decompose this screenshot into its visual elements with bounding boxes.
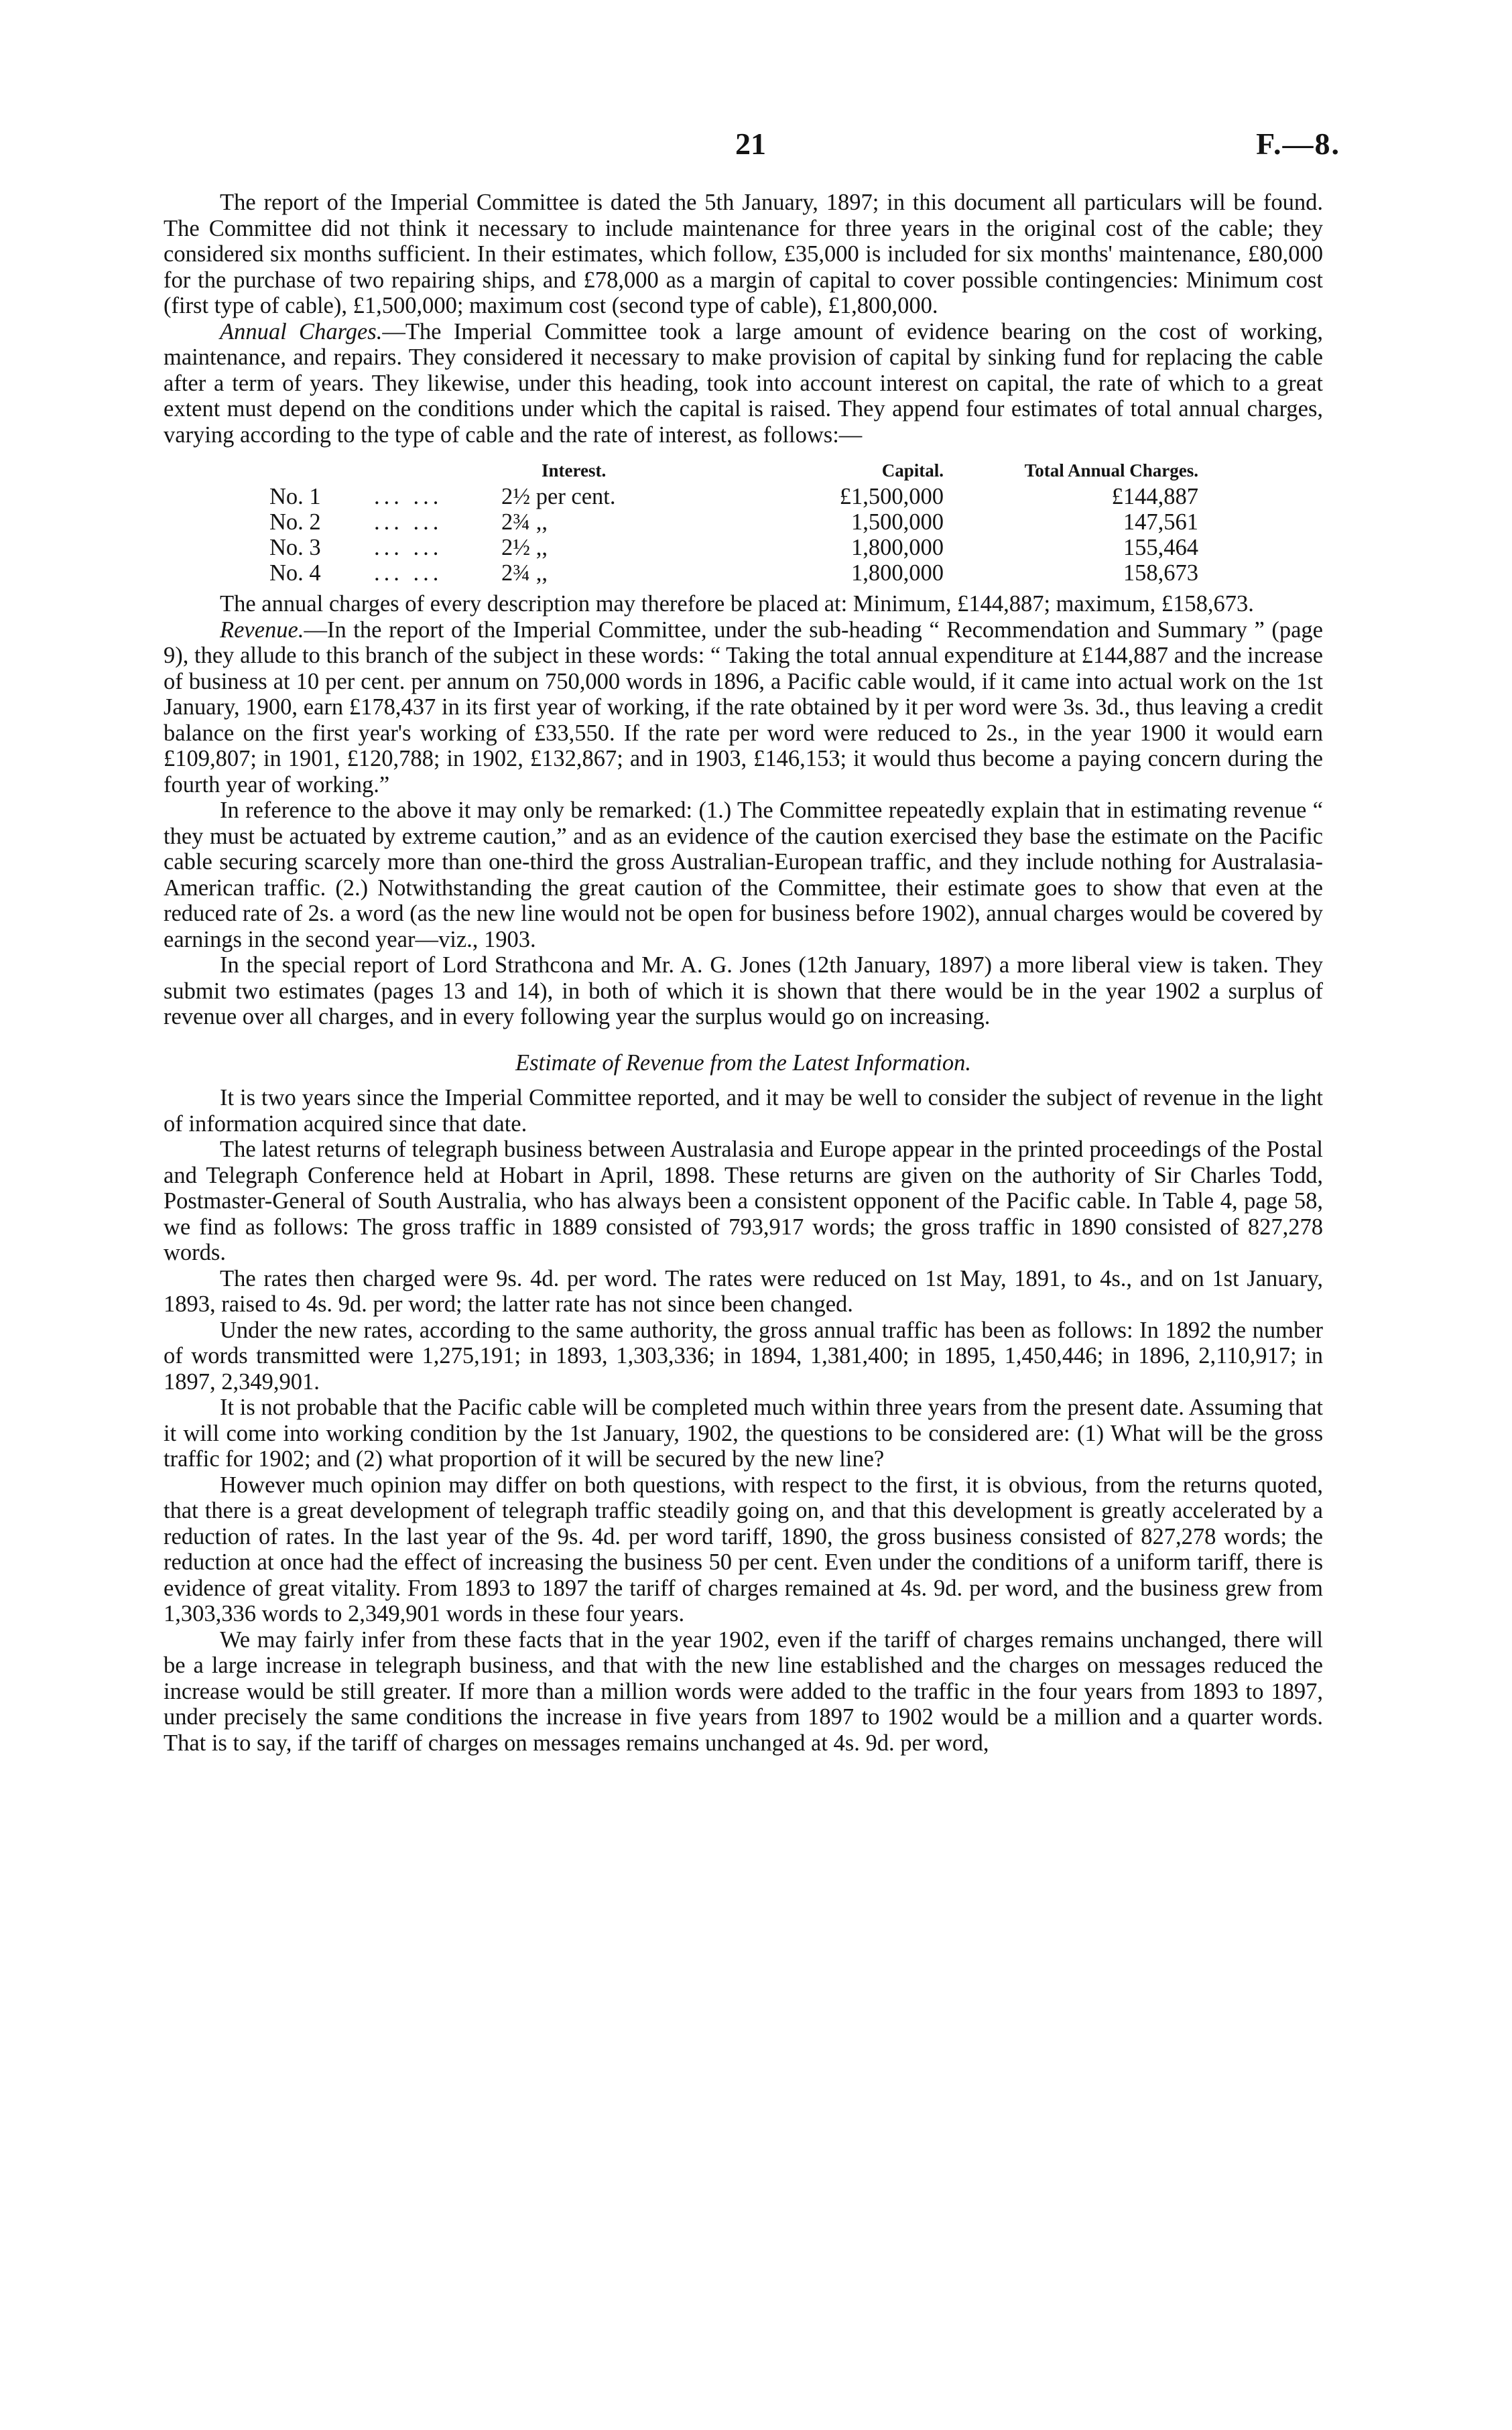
paragraph-text: We may fairly infer from these facts that in the year 1902, even if the tariff of charges remains unchanged, there will be a large increase in telegraph business, and that with the new line established and the charges on messages reduced the increase would be still greater. If more than a million words were added to the traffic in the four years from 1893 to 1897, under precisely the same conditions the increase in five years from 1897 to 1902 would be a million and a quarter words. That is to say, if the tariff of charges on messages remains unchanged at 4s. 9d. per word, [164, 1626, 1323, 1756]
cell-capital: £1,500,000 [839, 484, 944, 509]
document-code: F.—8. [1256, 127, 1340, 161]
cell-total: 158,673 [1123, 560, 1198, 586]
cell-leader-dots: ... ... [374, 535, 443, 560]
paragraph [164, 1085, 1323, 1137]
table-row [164, 484, 1252, 509]
column-header-total: Total Annual Charges. [1024, 460, 1198, 481]
annual-charges-table [164, 460, 1252, 586]
body-text [164, 190, 1323, 1756]
paragraph-text: The annual charges of every description may therefore be placed at: Minimum, £144,887; maximum, £158,673. [220, 591, 1254, 617]
cell-no: No. 4 [269, 560, 321, 586]
paragraph-text: The rates then charged were 9s. 4d. per word. The rates were reduced on 1st May, 1891, to 4s., and on 1st January, 1893, raised to 4s. 9d. per word; the latter rate has not since been changed. [164, 1265, 1323, 1317]
cell-interest: 2½ ,, [501, 535, 548, 560]
cell-capital: 1,800,000 [851, 560, 944, 586]
paragraph-text: In the special report of Lord Strathcona and Mr. A. G. Jones (12th January, 1897) a more liberal view is taken. They submit two estimates (pages 13 and 14), in both of which it is shown that there would be in the year 1902 a surplus of revenue over all charges, and in every following year the surplus would go on increasing. [164, 952, 1323, 1029]
table-header-row [164, 460, 1252, 484]
paragraph-text: It is not probable that the Pacific cable will be completed much within three years from the present date. Assuming that it will come into working condition by the 1st January, 1902, the questions to be considered are: (1) What will be the gross traffic for 1902; and (2) what proportion of it will be secured by the new line? [164, 1395, 1323, 1472]
paragraph-lead: Annual Charges. [220, 318, 383, 344]
paragraph [164, 1137, 1323, 1266]
paragraph [164, 190, 1323, 319]
paragraph-text: The report of the Imperial Committee is dated the 5th January, 1897; in this document all particulars will be found. The Committee did not think it necessary to include maintenance for three years in the original cost of the cable; they considered six months sufficient. In their estimates, which follow, £35,000 is included for six months' maintenance, £80,000 for the purchase of two repairing ships, and £78,000 as a margin of capital to cover possible contingencies: Minimum cost (first type of cable), £1,500,000; maximum cost (second type of cable), £1,800,000. [164, 190, 1323, 318]
paragraph [164, 797, 1323, 952]
section-heading: Estimate of Revenue from the Latest Information. [515, 1049, 971, 1076]
table-row [164, 560, 1252, 586]
column-header-capital: Capital. [881, 460, 944, 481]
paragraph [164, 591, 1323, 617]
cell-leader-dots: ... ... [374, 484, 443, 509]
cell-total: £144,887 [1111, 484, 1198, 509]
paragraph [164, 1472, 1323, 1627]
paragraph-text: It is two years since the Imperial Committee reported, and it may be well to consider the subject of revenue in the light of information acquired since that date. [164, 1085, 1323, 1137]
cell-total: 147,561 [1123, 509, 1198, 535]
column-header-interest: Interest. [542, 460, 607, 481]
cell-no: No. 3 [269, 535, 321, 560]
paragraph [164, 1318, 1323, 1395]
cell-interest: 2¾ ,, [501, 560, 548, 586]
paragraph [164, 952, 1323, 1030]
cell-leader-dots: ... ... [374, 509, 443, 535]
cell-interest: 2¾ ,, [501, 509, 548, 535]
cell-leader-dots: ... ... [374, 560, 443, 586]
paragraph [164, 1266, 1323, 1318]
paragraph-text: In reference to the above it may only be remarked: (1.) The Committee repeatedly explain that in estimating revenue “ they must be actuated by extreme caution,” and as an evidence of the caution exercised they base the estimate on the Pacific cable securing scarcely more than one-third the gross Australian-European traffic, and they include nothing for Australasia-American traffic. (2.) Notwithstanding the great caution of the Committee, their estimate goes to show that even at the reduced rate of 2s. a word (as the new line would not be open for business before 1902), annual charges would be covered by earnings in the second year—viz., 1903. [164, 797, 1323, 952]
table-row [164, 535, 1252, 560]
paragraph-text: Under the new rates, according to the same authority, the gross annual traffic has been as follows: In 1892 the number of words transmitted were 1,275,191; in 1893, 1,303,336; in 1894, 1,381,400; in 1895, 1,450,446; in 1896, 2,110,917; in 1897, 2,349,901. [164, 1317, 1323, 1395]
paragraph [164, 617, 1323, 798]
cell-no: No. 1 [269, 484, 321, 509]
paragraph-text: However much opinion may differ on both questions, with respect to the first, it is obvious, from the returns quoted, that there is a great development of telegraph traffic steadily going on, and that this development is greatly accelerated by a reduction of rates. In the last year of the 9s. 4d. per word tariff, 1890, the gross business consisted of 827,278 words; the reduction at once had the effect of increasing the business 50 per cent. Even under the conditions of a uniform tariff, there is evidence of great vitality. From 1893 to 1897 the tariff of charges remained at 4s. 9d. per word, and the business grew from 1,303,336 words to 2,349,901 words in these four years. [164, 1472, 1323, 1626]
table-row [164, 509, 1252, 535]
cell-no: No. 2 [269, 509, 321, 535]
paragraph-text: —The Imperial Committee took a large amount of evidence bearing on the cost of working, maintenance, and repairs. They considered it necessary to make provision of capital by sinking fund for replacing the cable after a term of years. They likewise, under this heading, took into account interest on capital, the rate of which to a great extent must depend on the conditions under which the capital is raised. They append four estimates of total annual charges, varying according to the type of cable and the rate of interest, as follows:— [164, 318, 1323, 448]
cell-total: 155,464 [1123, 535, 1198, 560]
paragraph-lead: Revenue. [220, 617, 304, 643]
paragraph [164, 1627, 1323, 1756]
paragraph [164, 319, 1323, 448]
paragraph [164, 1395, 1323, 1472]
cell-capital: 1,800,000 [851, 535, 944, 560]
cell-interest: 2½ per cent. [501, 484, 616, 509]
paragraph-text: The latest returns of telegraph business between Australasia and Europe appear in the printed proceedings of the Postal and Telegraph Conference held at Hobart in April, 1898. These returns are given on the authority of Sir Charles Todd, Postmaster-General of South Australia, who has always been a consistent opponent of the Pacific cable. In Table 4, page 58, we find as follows: The gross traffic in 1889 consisted of 793,917 words; the gross traffic in 1890 consisted of 827,278 words. [164, 1137, 1323, 1265]
paragraph-text: —In the report of the Imperial Committee, under the sub-heading “ Recommendation and Summary ” (page 9), they allude to this branch of the subject in these words: “ Taking the total annual expenditure at £144,887 and the increase of business at 10 per cent. per annum on 750,000 words in 1896, a Pacific cable would, if it came into actual work on the 1st January, 1900, earn £178,437 in its first year of working, if the rate obtained by it per word were 3s. 3d., thus leaving a credit balance on the first year's working of £33,550. If the rate per word were reduced to 2s., in the year 1900 it would earn £109,807; in 1901, £120,788; in 1902, £132,867; and in 1903, £146,153; it would thus become a paying concern during the fourth year of working.” [164, 617, 1323, 797]
cell-capital: 1,500,000 [851, 509, 944, 535]
page-number: 21 [735, 127, 766, 161]
